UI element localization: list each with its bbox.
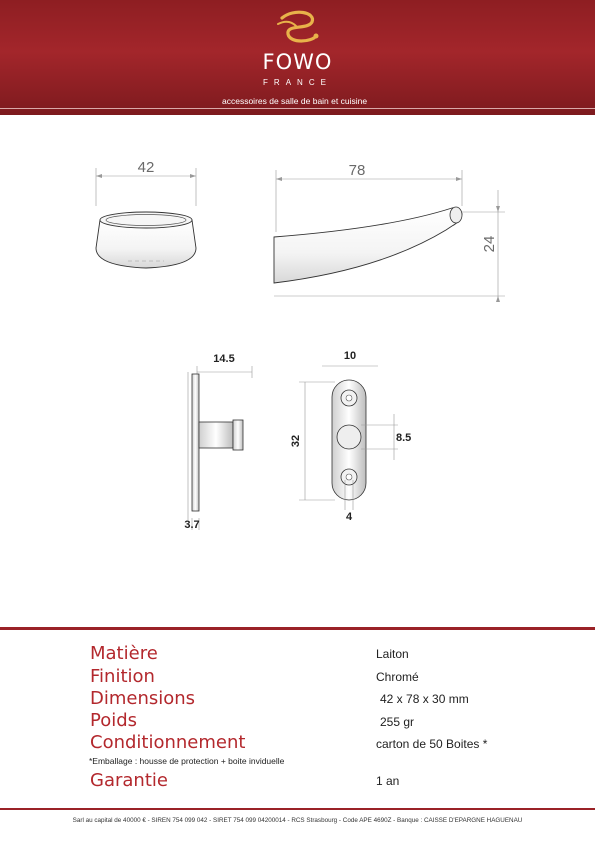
technical-drawing bbox=[0, 115, 595, 620]
brand-country: FRANCE bbox=[263, 78, 332, 87]
brand-name: FOWO bbox=[262, 50, 333, 74]
spec-value-garantie: 1 an bbox=[376, 774, 400, 788]
spec-label-garantie: Garantie bbox=[90, 770, 168, 791]
dim-plate-height: 32 bbox=[290, 434, 302, 448]
brand-tagline: accessoires de salle de bain et cuisine bbox=[222, 96, 368, 106]
spec-value-poids: 255 gr bbox=[380, 715, 415, 729]
spec-label-dimensions: Dimensions bbox=[90, 688, 196, 709]
dim-side-height: 24 bbox=[481, 235, 498, 253]
dim-plate-thickness: 3.7 bbox=[184, 519, 200, 531]
spec-divider bbox=[0, 627, 595, 630]
dim-small-hole: 4 bbox=[345, 511, 353, 523]
spec-label-poids: Poids bbox=[90, 710, 138, 731]
header-banner bbox=[0, 0, 595, 115]
tagline-rule bbox=[0, 108, 595, 109]
gold-swirl-logo-icon bbox=[272, 6, 324, 50]
dim-center-hole: 8.5 bbox=[396, 432, 412, 444]
packaging-note: *Emballage : housse de protection + boite inviduelle bbox=[89, 756, 285, 766]
spec-value-dimensions: 42 x 78 x 30 mm bbox=[380, 692, 469, 706]
footer-rule bbox=[0, 808, 595, 810]
side-view bbox=[274, 162, 505, 302]
spec-value-matiere: Laiton bbox=[376, 647, 409, 661]
mounting-plate-view bbox=[290, 350, 411, 523]
spec-value-finition: Chromé bbox=[376, 670, 419, 684]
dim-plate-width: 10 bbox=[343, 350, 357, 362]
spec-label-matiere: Matière bbox=[90, 643, 158, 664]
base-side-view bbox=[184, 353, 252, 531]
dim-base-depth: 14.5 bbox=[213, 353, 235, 365]
spec-label-conditionnement: Conditionnement bbox=[90, 732, 246, 753]
company-footer: Sarl au capital de 40000 € - SIREN 754 099 042 - SIRET 754 099 04200014 - RCS Strasbourg - Code APE 4690Z - Banque : CAISSE D'EPARGNE HAGUENAU bbox=[72, 817, 523, 824]
top-view bbox=[96, 159, 196, 268]
spec-value-conditionnement: carton de 50 Boites * bbox=[376, 737, 488, 751]
dim-top-width: 42 bbox=[137, 159, 155, 176]
spec-label-finition: Finition bbox=[90, 666, 155, 687]
dim-side-length: 78 bbox=[348, 162, 366, 179]
